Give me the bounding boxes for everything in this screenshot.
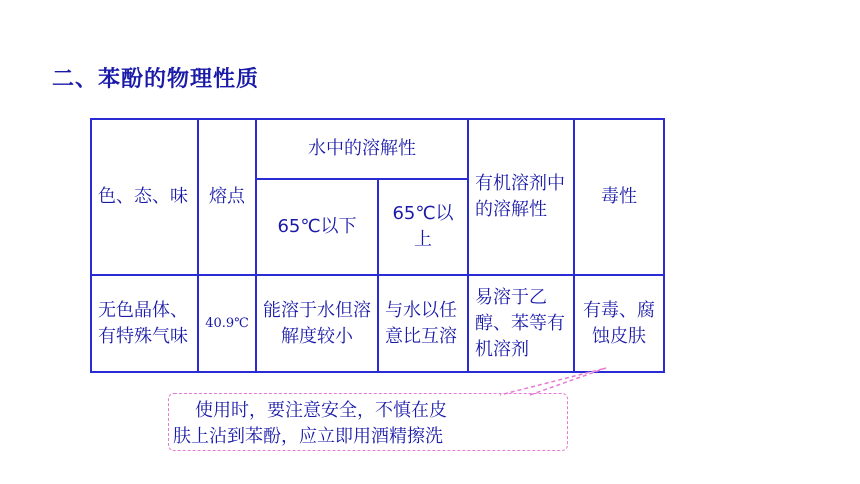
cell-appearance: 无色晶体、有特殊气味 (91, 275, 198, 372)
header-below-65: 65℃以下 (256, 179, 378, 275)
cell-toxicity: 有毒、腐蚀皮肤 (574, 275, 664, 372)
cell-above-65: 与水以任意比互溶 (378, 275, 468, 372)
header-organic-solubility: 有机溶剂中的溶解性 (468, 119, 574, 275)
header-melting-point: 熔点 (198, 119, 256, 275)
page-title: 二、苯酚的物理性质 (52, 67, 260, 92)
safety-callout (168, 393, 568, 451)
header-appearance: 色、态、味 (91, 119, 198, 275)
header-water-solubility: 水中的溶解性 (256, 119, 468, 179)
header-above-65: 65℃以上 (378, 179, 468, 275)
header-toxicity: 毒性 (574, 119, 664, 275)
properties-table (90, 118, 665, 373)
cell-melting-point: 40.9℃ (198, 275, 256, 372)
callout-line-2: 肤上沾到苯酚，应立即用酒精擦洗 (173, 426, 443, 447)
callout-line-1: 使用时，要注意安全，不慎在皮 (195, 400, 447, 421)
cell-below-65: 能溶于水但溶解度较小 (256, 275, 378, 372)
cell-organic-solubility: 易溶于乙醇、苯等有机溶剂 (468, 275, 574, 372)
